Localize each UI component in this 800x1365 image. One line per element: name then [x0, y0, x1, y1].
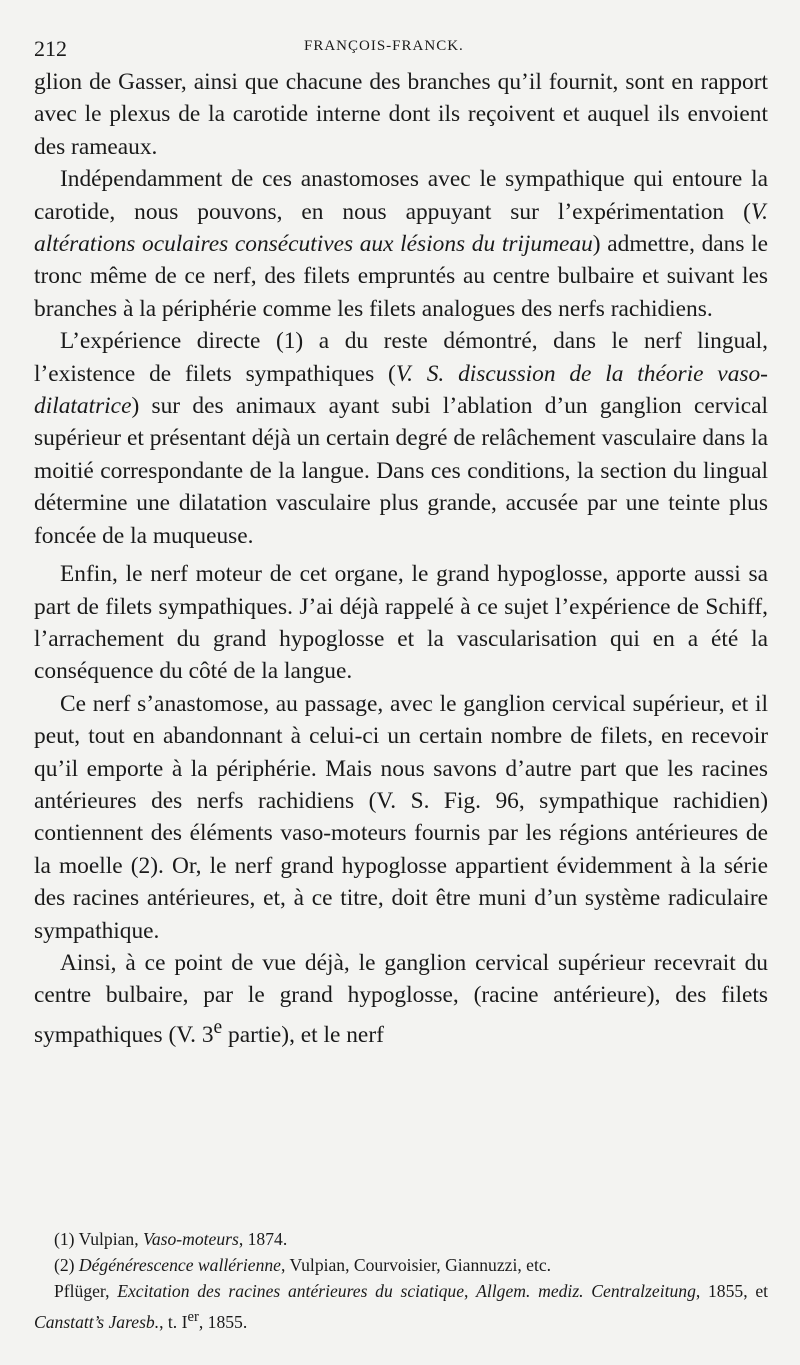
- page-header: [34, 36, 774, 66]
- superscript: er: [187, 1309, 199, 1325]
- text-run: ) sur des animaux ayant subi l’ablation d’un ganglion cervical supérieur et présentant déjà un certain degré de relâchement vasculaire dans la moitié correspondante de la langue. Dans ces conditions, la section du lingual détermine une dilatation vasculaire plus grande, accusée par une teinte plus foncée de la muqueuse.: [34, 393, 768, 549]
- paragraph: [34, 66, 768, 163]
- text-run: Indépendamment de ces anastomoses avec le sympathique qui entoure la carotide, nous pouvons, en nous appuyant sur l’expérimentation (: [34, 166, 768, 225]
- text-run: (1) Vulpian,: [54, 1229, 144, 1249]
- paragraph: [34, 688, 768, 947]
- text-run: , Vulpian, Courvoisier, Giannuzzi, etc.: [281, 1255, 552, 1275]
- text-run: ,: [464, 1281, 477, 1301]
- text-run: , t. I: [159, 1311, 188, 1332]
- italic-text: Excitation des racines antérieures du sciatique: [117, 1281, 465, 1301]
- text-run: Ainsi, à ce point de vue déjà, le ganglion cervical supérieur recevrait du centre bulbaire, par le grand hypoglosse, (racine antérieure), des filets sympathiques (V. 3: [34, 949, 768, 1048]
- paragraph: [34, 947, 768, 1051]
- superscript: e: [213, 1016, 223, 1038]
- footnote: [34, 1252, 768, 1278]
- text-run: glion de Gasser, ainsi que chacune des branches qu’il fournit, sont en rapport avec le plexus de la carotide interne dont ils reçoivent et auquel ils envoient des rameaux.: [34, 69, 768, 160]
- footnote: [34, 1278, 768, 1335]
- text-run: , 1874.: [238, 1229, 288, 1249]
- page-number: 212: [34, 36, 67, 61]
- text-run: Ce nerf s’anastomose, au passage, avec le ganglion cervical supérieur, et il peut, tout en abandonnant à celui-ci un certain nombre de filets, en recevoir qu’il emporte à la périphérie. Mais nous savons d’autre part que les racines antérieures des nerfs rachidiens (V. S. Fig. 96, sympathique rachidien) contiennent des éléments vaso-moteurs fournis par les régions antérieures de la moelle (2). Or, le nerf grand hypoglosse appartient évidemment à la série des racines antérieures, et, à ce titre, doit être muni d’un système radiculaire sympathique.: [34, 690, 768, 944]
- text-run: L’expérience directe (1) a du reste démontré, dans le nerf lingual, l’existence de filets sympathiques (: [34, 328, 768, 387]
- text-run: Enfin, le nerf moteur de cet organe, le grand hypoglosse, apporte aussi sa part de filets sympathiques. J’ai déjà rappelé à ce sujet l’expérience de Schiff, l’arrachement du grand hypoglosse et la vascularisation qui en a été la conséquence du côté de la langue.: [34, 561, 768, 685]
- italic-text: V. altérations oculaires consécutives aux lésions du trijumeau: [34, 198, 768, 258]
- italic-text: V. S. discussion de la théorie vaso-dilatatrice: [34, 360, 768, 420]
- paragraph: [34, 163, 768, 325]
- paragraph: [34, 558, 768, 688]
- text-run: ) admettre, dans le tronc même de ce nerf, des filets empruntés au centre bulbaire et suivant les branches à la périphérie comme les filets analogues des nerfs rachidiens.: [34, 231, 768, 322]
- text-run: Pflüger,: [54, 1281, 118, 1301]
- italic-text: Canstatt’s Jaresb.: [34, 1311, 160, 1332]
- body-text: [34, 66, 768, 1051]
- footnote: [34, 1226, 768, 1252]
- footnotes: [34, 1226, 768, 1335]
- paragraph: [34, 325, 768, 552]
- text-run: , 1855.: [198, 1311, 248, 1332]
- italic-text: Allgem. mediz. Centralzeitung: [476, 1281, 696, 1301]
- text-run: (2): [54, 1255, 79, 1275]
- italic-text: Vaso-moteurs: [143, 1229, 239, 1249]
- italic-text: Dégénérescence wallérienne: [78, 1255, 281, 1275]
- text-run: , 1855, et: [695, 1281, 769, 1301]
- running-head: FRANÇOIS-FRANCK.: [304, 38, 464, 54]
- text-run: partie), et le nerf: [222, 1021, 384, 1048]
